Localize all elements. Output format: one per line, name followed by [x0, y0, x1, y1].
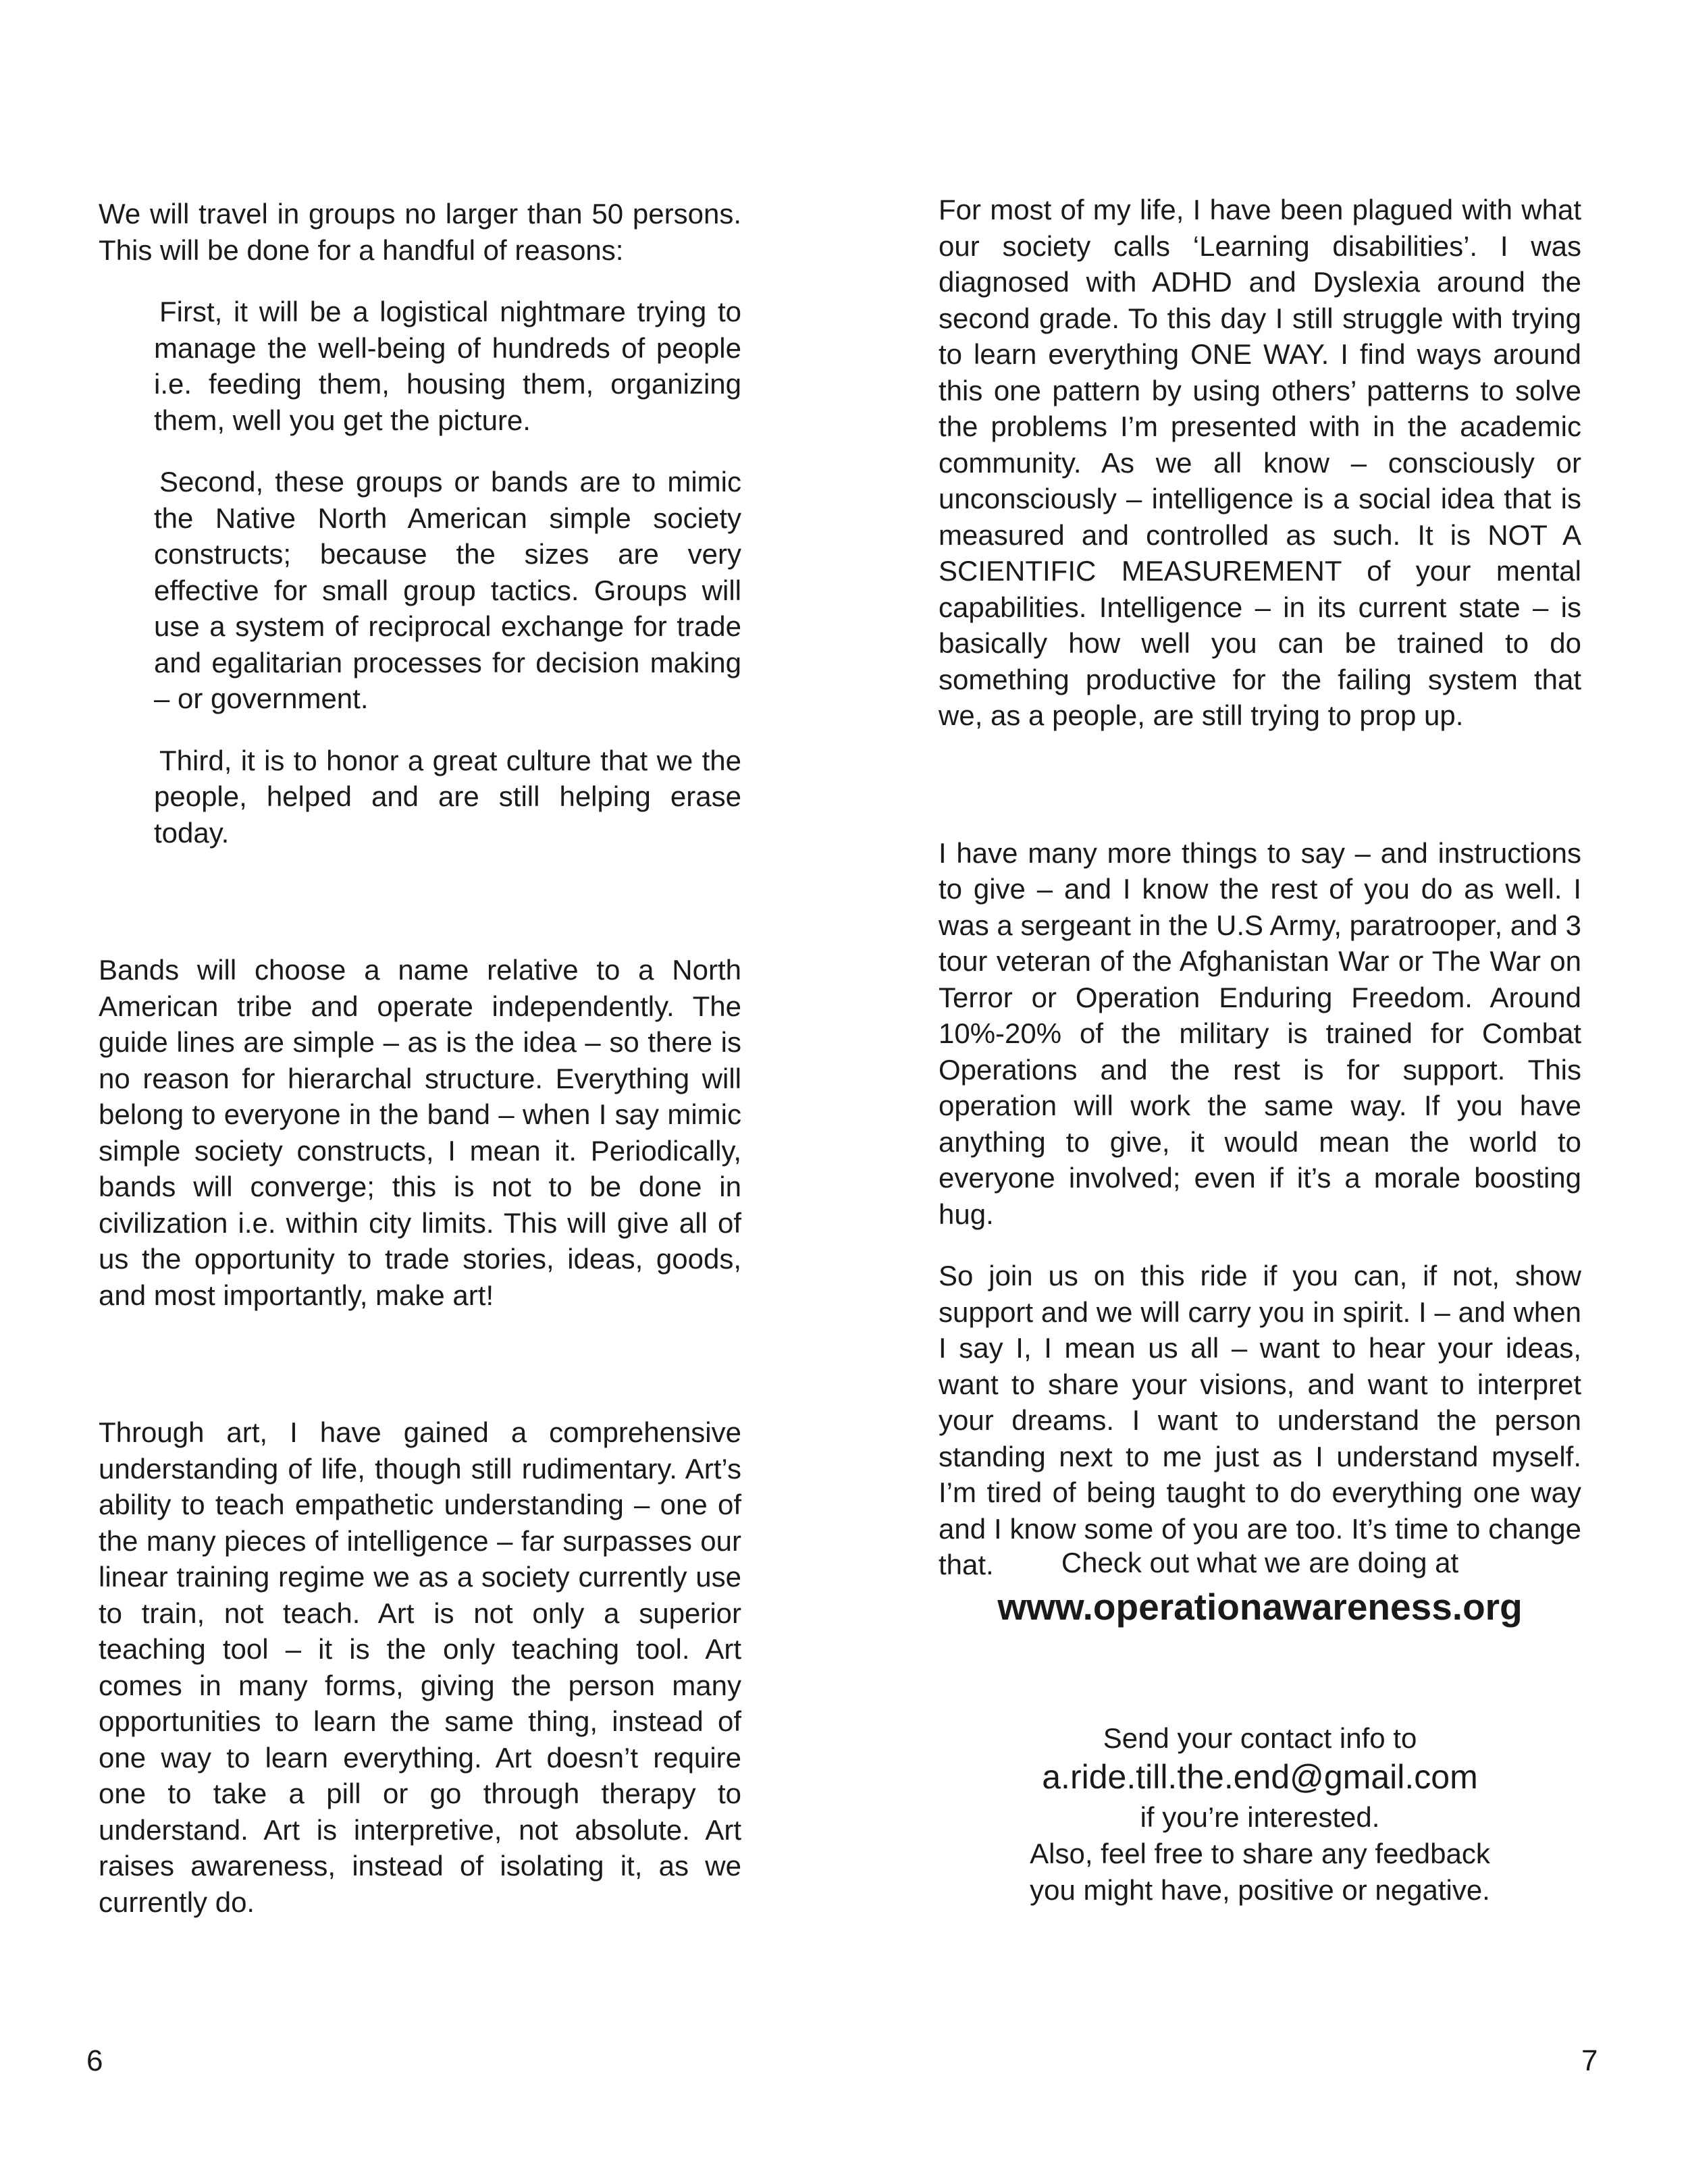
paragraph-learning-disabilities: For most of my life, I have been plagued with what our society calls ‘Learning disabilities’. I was diagnosed with ADHD and Dyslexia around the second grade. To this day I still struggle with trying to learn everything ONE WAY. I find ways around this one pattern by using others’ patterns to solve the problems I’m presented with in the academic community. As we all know – consciously or unconsciously – intelligence is a social idea that is measured and controlled as such. It is NOT A SCIENTIFIC MEASUREMENT of your mental capabilities. Intelligence – in its current state – is basically how well you can be trained to do something productive for the failing system that we, as a people, are still trying to prop up.	[939, 194, 1581, 731]
paragraph-bands: Bands will choose a name relative to a North American tribe and operate independently. The guide lines are simple – as is the idea – so there is no reason for hierarchal structure. Everything will belong to everyone in the band – when I say mimic simple society constructs, I mean it. Periodically, bands will converge; this is not to be done in civilization i.e. within city limits. This will give all of us the opportunity to trade stories, ideas, goods, and most importantly, make art!	[99, 954, 741, 1311]
paragraph-intro: We will travel in groups no larger than 50 persons. This will be done for a handful of reasons:	[99, 198, 741, 266]
website-link[interactable]: www.operationawareness.org	[997, 1586, 1523, 1628]
paragraph-first-reason: First, it will be a logistical nightmare trying to manage the well-being of hundreds of people i.e. feeding them, housing them, organizing them, well you get the picture.	[154, 296, 741, 436]
paragraph-join-us: So join us on this ride if you can, if not, show support and we will carry you in spirit. I – and when I say I, I mean us all – want to hear your ideas, want to share your visions, and want to interpret your dreams. I want to understand the person standing next to me just as I understand myself. I’m tired of being taught to do everything one way and I know some of you are too. It’s time to change that.	[939, 1260, 1581, 1580]
contact-note	[939, 1799, 1581, 1909]
contact-note-line-3: you might have, positive or negative.	[1030, 1874, 1490, 1906]
contact-note-line-1: if you’re interested.	[1140, 1801, 1380, 1833]
paragraph-second-reason: Second, these groups or bands are to mimic the Native North American simple society constructs; because the sizes are very effective for small group tactics. Groups will use a system of reciprocal exchange for trade and egalitarian processes for decision making – or government.	[154, 466, 741, 714]
paragraph-more-to-say: I have many more things to say – and instructions to give – and I know the rest of you do as well. I was a sergeant in the U.S Army, paratrooper, and 3 tour veteran of the Afghanistan War or The War on Terror or Operation Enduring Freedom. Around 10%-20% of the military is trained for Combat Operations and the rest is for support. This operation will work the same way. If you have anything to give, it would mean the world to everyone involved; even if it’s a morale boosting hug.	[939, 836, 1581, 1230]
page-number-right: 7	[1581, 2044, 1598, 2077]
cta-lead-text: Check out what we are doing at	[1061, 1547, 1459, 1578]
paragraph-art: Through art, I have gained a comprehensive understanding of life, though still rudimentary. Art’s ability to teach empathetic understanding – one of the many pieces of intelligence – far surpasses our linear training regime we as a society currently use to train, not teach. Art is not only a superior teaching tool – it is the only teaching tool. Art comes in many forms, giving the person many opportunities to learn the same thing, instead of one way to learn everything. Art doesn’t require one to take a pill or go through therapy to understand. Art is interpretive, not absolute. Art raises awareness, instead of isolating it, as we currently do.	[99, 1416, 741, 1918]
paragraph-third-reason: Third, it is to honor a great culture that we the people, helped and are still helping erase today.	[154, 744, 741, 849]
right-page	[844, 0, 1688, 2184]
contact-email-link[interactable]: a.ride.till.the.end@gmail.com	[1042, 1758, 1478, 1796]
contact-note-line-2: Also, feel free to share any feedback	[1030, 1838, 1490, 1869]
left-column	[99, 196, 741, 1920]
contact-lead-text: Send your contact info to	[1103, 1722, 1417, 1754]
page-number-left: 6	[86, 2044, 103, 2077]
right-column	[939, 192, 1581, 1583]
